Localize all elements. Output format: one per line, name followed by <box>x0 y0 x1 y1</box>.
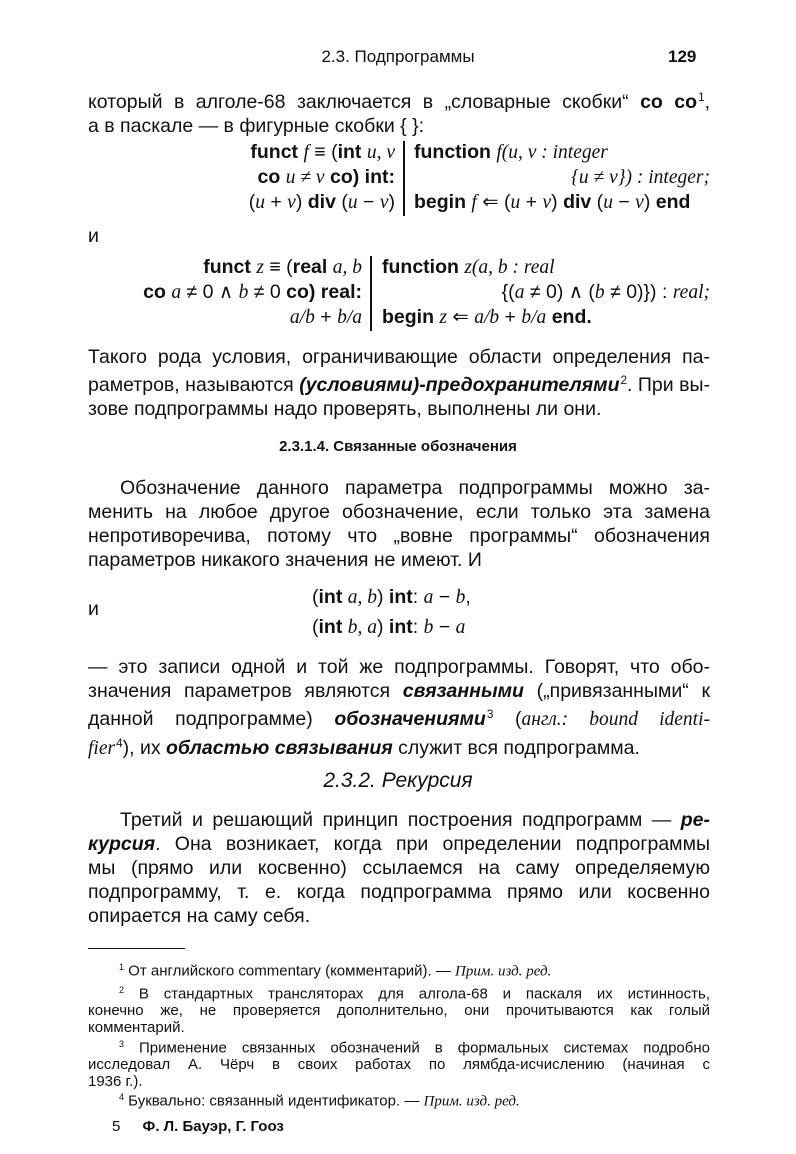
emphasis-text: end <box>655 191 691 213</box>
text-run: + <box>520 191 543 213</box>
text-run: ) <box>388 191 395 213</box>
text-run: мы (прямо или косвенно) ссылаемся на саму определяемую <box>88 857 710 879</box>
emphasis-text: a, b <box>332 257 362 278</box>
emphasis-text: u <box>255 192 265 213</box>
text-run: ( <box>312 616 319 638</box>
text-run: ≠ 0 <box>248 281 287 303</box>
text-run: , <box>704 91 710 114</box>
emphasis-text: a <box>455 617 466 638</box>
emphasis-text: fier <box>88 738 116 760</box>
text-run: Обозначение данного параметра подпрограммы можно за- <box>120 477 710 499</box>
footnote-marker: 3 <box>119 1039 125 1049</box>
text-run: Третий и решающий принцип построения подпрограмм — <box>120 809 681 831</box>
text-line <box>414 165 710 190</box>
text-run: комментарий. <box>88 1019 185 1037</box>
text-line <box>88 655 710 679</box>
text-run: ) <box>551 191 564 213</box>
text-run: конечно же, не проверяется дополнительно, они прочитываются как голый <box>88 1002 710 1020</box>
text-line <box>88 1089 710 1110</box>
text-run: Буквально: связанный идентификатор. — <box>124 1092 424 1110</box>
text-run: а в паскале — в фигурные скобки { }: <box>88 115 425 138</box>
text-line <box>414 190 710 215</box>
text-run: опирается на саму себя. <box>88 905 311 927</box>
emphasis-text: begin <box>382 306 440 328</box>
text-line <box>312 615 465 640</box>
text-line <box>88 500 710 524</box>
text-run: + <box>264 191 288 213</box>
emphasis-text: u, v <box>366 142 395 163</box>
text-line <box>88 808 710 832</box>
text-run: раметров, называются <box>88 374 300 397</box>
emphasis-text: real; <box>672 282 710 303</box>
emphasis-text: co <box>257 166 286 188</box>
emphasis-text: funct <box>250 141 304 163</box>
paragraph-guards <box>88 345 710 421</box>
emphasis-text: Прим. изд. ред. <box>455 963 552 980</box>
footnote-marker: 1 <box>119 962 125 972</box>
code-pascal-1 <box>414 140 710 215</box>
text-line <box>414 140 710 165</box>
text-line <box>143 280 362 305</box>
text-run: ≠ 0)}) : <box>604 281 673 303</box>
text-line <box>382 280 710 305</box>
text-run: {( <box>501 281 515 303</box>
emphasis-text: a/b <box>289 307 315 328</box>
emphasis-text: b <box>455 587 466 608</box>
section-heading-recursion: 2.3.2. Рекурсия <box>323 769 473 792</box>
paragraph-recursion <box>88 808 710 928</box>
footnote-marker: 3 <box>486 708 494 721</box>
signature-number: 5 <box>112 1118 121 1135</box>
emphasis-text: f <box>471 192 477 213</box>
emphasis-text: курсия <box>88 833 156 855</box>
paragraph-intro <box>88 86 710 138</box>
text-line <box>88 982 710 1002</box>
text-run: ) <box>643 191 656 213</box>
emphasis-text: a <box>514 282 525 303</box>
emphasis-text: ре- <box>680 809 710 831</box>
emphasis-text: funct <box>203 256 257 278</box>
text-line <box>382 255 710 280</box>
emphasis-text: a/b <box>474 307 500 328</box>
emphasis-text: обозначениями <box>334 708 486 731</box>
text-line <box>143 305 362 330</box>
text-run: — это записи одной и той же подпрограммы. Говорят, что обо- <box>88 656 710 678</box>
text-line <box>88 524 710 548</box>
formula-1 <box>312 585 471 610</box>
conjunction-and: и <box>88 225 99 247</box>
text-line <box>88 856 710 880</box>
emphasis-text: b/a <box>521 307 547 328</box>
emphasis-text: b <box>594 282 605 303</box>
subsection-heading: 2.3.1.4. Связанные обозначения <box>279 438 517 455</box>
text-run: ( <box>493 708 522 731</box>
text-line <box>88 832 710 856</box>
emphasis-text: int <box>388 586 413 608</box>
emphasis-text: real <box>292 256 333 278</box>
emphasis-text: a <box>171 282 182 303</box>
text-line <box>88 1056 710 1073</box>
footnote-3 <box>88 1036 710 1090</box>
footnote-marker: 2 <box>119 985 125 995</box>
text-line <box>249 190 395 215</box>
emphasis-text: {u ≠ v}) : integer; <box>571 167 710 188</box>
footnote-marker: 2 <box>620 374 627 387</box>
signature-footer <box>112 1118 284 1136</box>
text-run: ), их <box>122 737 166 760</box>
text-run: ≡ ( <box>308 141 338 163</box>
formula-2 <box>312 615 465 640</box>
text-run: + <box>499 306 522 328</box>
emphasis-text: z(a, b : real <box>464 257 555 278</box>
emphasis-text: div <box>563 191 592 213</box>
text-line <box>88 397 710 421</box>
emphasis-text: b <box>238 282 249 303</box>
emphasis-text: end. <box>551 306 592 328</box>
text-line <box>88 476 710 500</box>
text-line <box>88 548 710 572</box>
emphasis-text: int <box>388 616 413 638</box>
text-run: Такого рода условия, ограничивающие области определения па- <box>88 346 710 368</box>
footnote-rule <box>88 948 185 949</box>
footnote-2 <box>88 982 710 1036</box>
emphasis-text: v <box>542 192 552 213</box>
text-line <box>88 679 710 703</box>
text-line <box>88 345 710 369</box>
text-line <box>88 1036 710 1056</box>
text-run: 1936 г.). <box>88 1073 143 1091</box>
emphasis-text: int <box>318 586 348 608</box>
authors: Ф. Л. Бауэр, Г. Гооз <box>142 1118 284 1135</box>
text-run: + <box>314 306 338 328</box>
emphasis-text: f(u, v : integer <box>496 142 608 163</box>
text-run: ≠ 0 ∧ <box>181 281 239 303</box>
text-line <box>88 1073 710 1090</box>
text-run: параметров никакого значения не имеют. И <box>88 549 482 571</box>
text-run: зове подпрограммы надо проверять, выполнены ли они. <box>88 398 602 421</box>
text-run: ( <box>591 191 604 213</box>
emphasis-text: v <box>379 192 389 213</box>
emphasis-text: co <box>143 281 172 303</box>
text-line <box>88 703 710 732</box>
emphasis-text: u <box>347 192 358 213</box>
text-line <box>88 880 710 904</box>
emphasis-text: u ≠ v <box>285 167 325 188</box>
text-run: непротиворечива, потому что „вовне программы“ обозначения <box>88 525 710 547</box>
text-run: данной подпрограмме) <box>88 708 335 731</box>
text-run: ) <box>377 616 389 638</box>
text-run: . При вы- <box>627 374 710 397</box>
emphasis-text: z <box>256 257 264 278</box>
text-line <box>88 904 710 928</box>
emphasis-text: Прим. изд. ред. <box>423 1093 520 1110</box>
text-run: ( <box>335 191 348 213</box>
text-line <box>312 585 471 610</box>
emphasis-text: b/a <box>337 307 362 328</box>
text-line <box>88 369 710 397</box>
text-run: − <box>612 191 636 213</box>
emphasis-text: f <box>303 142 309 163</box>
conjunction-and: и <box>88 598 99 620</box>
emphasis-text: связанными <box>402 680 524 702</box>
text-run: ≡ ( <box>263 256 293 278</box>
text-line <box>249 140 395 165</box>
text-run: − <box>357 191 380 213</box>
text-run: исследовал А. Чёрч в своих работах по лямбда-исчислению (начиная с <box>88 1056 710 1074</box>
emphasis-text: англ.: bound identi- <box>521 709 710 731</box>
emphasis-text: function <box>382 256 465 278</box>
text-run: − <box>433 586 456 608</box>
emphasis-text: co) real: <box>286 281 362 303</box>
emphasis-text: v <box>287 192 296 213</box>
text-run: От английского commentary (комментарий). — <box>124 962 456 980</box>
column-divider <box>370 256 372 331</box>
emphasis-text: int <box>337 141 367 163</box>
text-run: менить на любое другое обозначение, если только эта замена <box>88 501 710 523</box>
text-run: . Она возникает, когда при определении подпрограммы <box>155 833 710 855</box>
emphasis-text: z <box>439 307 448 328</box>
emphasis-text: a <box>423 587 434 608</box>
emphasis-text: u <box>603 192 613 213</box>
emphasis-text: a, b <box>347 587 377 608</box>
emphasis-text: областью связывания <box>166 737 393 760</box>
text-run: ( <box>248 191 256 213</box>
emphasis-text: function <box>414 141 497 163</box>
footnote-1 <box>88 959 710 980</box>
footnote-marker: 1 <box>698 91 705 104</box>
page-number: 129 <box>668 47 697 66</box>
emphasis-text: b, a <box>347 617 377 638</box>
emphasis-text: u <box>510 192 521 213</box>
footnote-marker: 4 <box>116 737 123 751</box>
emphasis-text: co co <box>640 91 698 114</box>
text-run: значения параметров являются <box>88 680 403 702</box>
emphasis-text: v <box>635 192 644 213</box>
text-run: ) <box>377 586 389 608</box>
text-line <box>143 255 362 280</box>
text-run: ≠ 0) ∧ ( <box>524 281 595 303</box>
emphasis-text: b <box>423 617 434 638</box>
text-line <box>88 732 710 761</box>
emphasis-text: div <box>307 191 336 213</box>
text-run: Применение связанных обозначений в формальных системах подробно <box>124 1039 710 1057</box>
emphasis-text: co) int: <box>324 166 395 188</box>
running-header-title: 2.3. Подпрограммы <box>321 47 475 66</box>
text-line <box>382 305 710 330</box>
text-run: , <box>465 586 471 608</box>
text-run: В стандартных трансляторах для алгола-68 и паскаля их истинность, <box>124 985 710 1003</box>
footnote-marker: 4 <box>119 1092 125 1102</box>
text-run: ⇐ <box>447 306 475 328</box>
text-line <box>88 1019 710 1036</box>
text-run: : <box>412 616 424 638</box>
text-line <box>88 86 710 114</box>
text-run: („привязанными“ к <box>523 680 710 702</box>
code-algol-2 <box>143 255 362 330</box>
emphasis-text: int <box>318 616 348 638</box>
text-run: − <box>433 616 456 638</box>
text-run: служит вся подпрограмма. <box>392 737 640 760</box>
column-divider <box>403 141 405 216</box>
footnote-4 <box>88 1089 710 1110</box>
text-line <box>88 1002 710 1019</box>
text-line <box>88 114 710 138</box>
text-run: который в алголе-68 заключается в „словарные скобки“ <box>88 91 641 114</box>
paragraph-bound-definition <box>88 655 710 761</box>
text-run: : <box>412 586 424 608</box>
text-line <box>249 165 395 190</box>
text-run: ⇐ ( <box>476 191 511 213</box>
text-run: ( <box>312 586 319 608</box>
text-line <box>88 959 710 980</box>
emphasis-text: begin <box>414 191 472 213</box>
code-pascal-2 <box>382 255 710 330</box>
text-run: подпрограмму, т. е. когда подпрограмма прямо или косвенно <box>88 881 710 903</box>
text-run: ) <box>295 191 308 213</box>
code-algol-1 <box>249 140 395 215</box>
paragraph-bound-identifiers <box>88 476 710 572</box>
emphasis-text: (условиями)-предохранителями <box>299 374 620 397</box>
